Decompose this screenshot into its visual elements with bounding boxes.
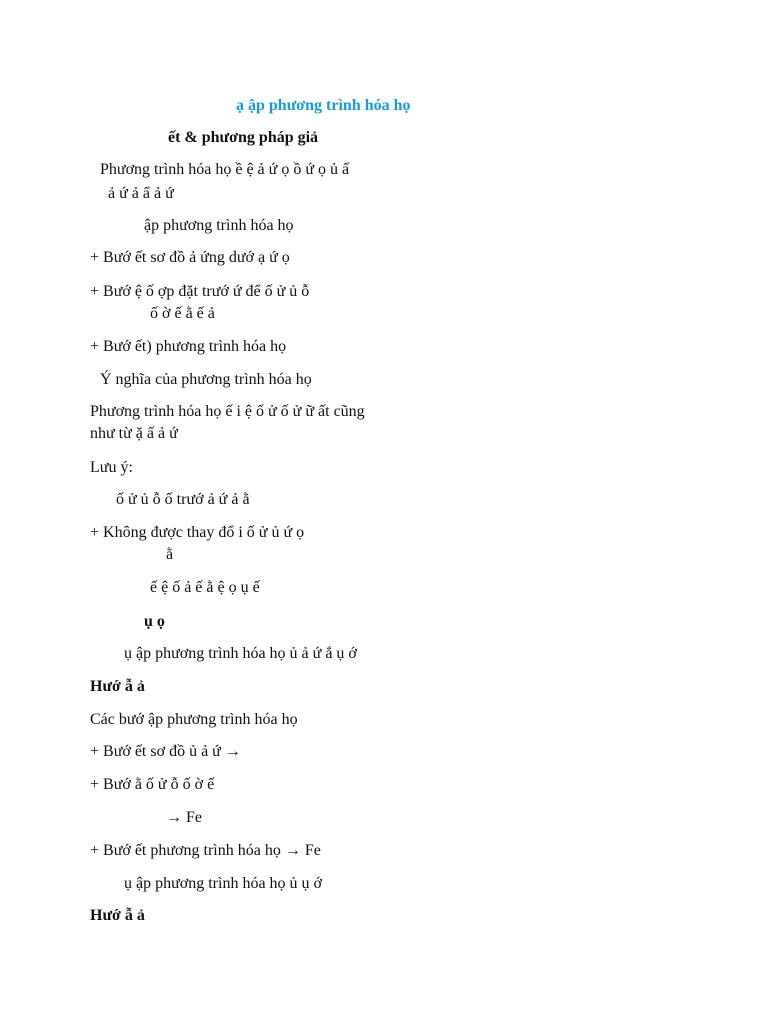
paragraph-line: Các bướ ập phương trình hóa họ [90,711,298,728]
step-line: + Bướ ết) phương trình hóa họ [90,338,287,355]
equation-line: → Fe [166,809,202,826]
paragraph-line: Phương trình hóa họ ế i ệ ố ử ố ử ữ ất cũng [90,403,365,420]
section-heading: ết & phương pháp giả [168,129,319,146]
note-line-cont: ằ [166,546,174,563]
paragraph-line: như từ ặ ấ ả ứ [90,425,178,442]
step-line: + Bướ ệ ố ợp đặt trướ ứ để ố ử ủ ỗ [90,283,310,300]
document-title: ạ ập phương trình hóa họ [236,97,411,114]
step-line: + Bướ ết sơ đồ ả ứng dướ ạ ứ ọ [90,249,290,266]
guide-heading: Hướ ẫ ả [90,678,145,695]
note-label: Lưu ý: [90,459,133,476]
example-line: ụ ập phương trình hóa họ ủ ả ứ ắ ụ ớ [124,645,357,662]
step-line-cont: ố ờ ế ằ ế ả [150,305,215,322]
step-line: + Bướ ết sơ đồ ủ ả ứ → [90,743,241,760]
paragraph-line: Phương trình hóa họ ề ệ ả ứ ọ ồ ứ ọ ủ ấ [100,161,350,178]
example-line: ụ ập phương trình hóa họ ủ ụ ớ [124,875,323,892]
guide-heading: Hướ ẫ ả [90,907,145,924]
paragraph-line: ế ệ ố ả ế ằ ệ ọ ụ ế [150,579,260,596]
step-line: + Bướ ằ ố ử ỗ ố ờ ế [90,776,215,793]
note-line: + Không được thay đổ i ố ử ủ ứ ọ [90,524,305,541]
paragraph-line: ả ứ ả ẩ ả ứ [108,185,174,202]
section-heading: ụ ọ [144,613,165,630]
step-line: + Bướ ết phương trình hóa họ → Fe [90,842,321,859]
subsection-heading: Ý nghĩa của phương trình hóa họ [100,371,312,388]
note-line: ố ử ủ ỗ ố trướ ả ứ ả ằ [116,491,250,508]
subsection-heading: ập phương trình hóa họ [144,217,294,234]
